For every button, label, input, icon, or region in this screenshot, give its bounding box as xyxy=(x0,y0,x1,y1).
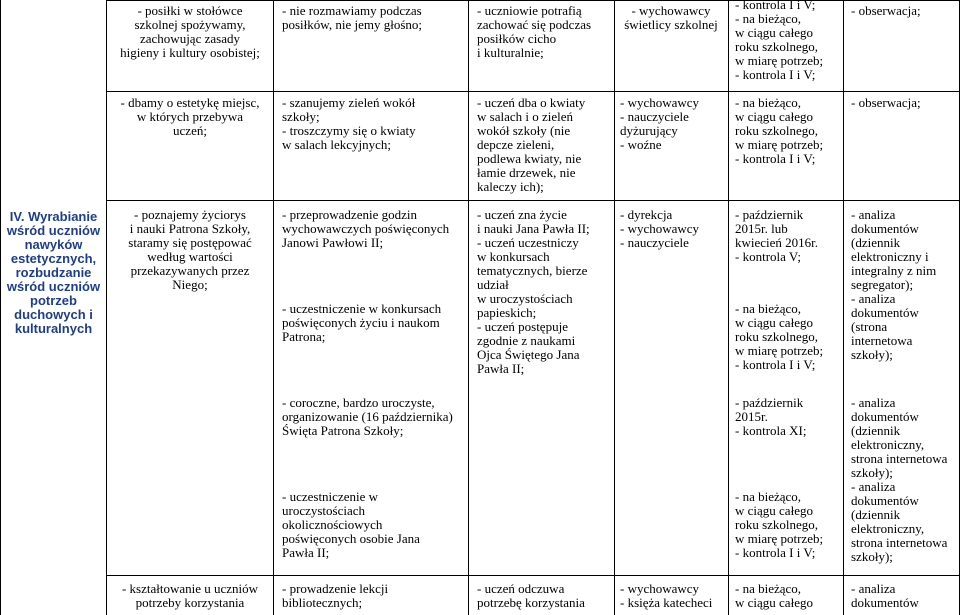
row1-tasks: - nie rozmawiamy podczas posiłków, nie jemy głośno; xyxy=(282,3,422,32)
row4-deadline: - na bieżąco, w ciągu całego xyxy=(735,581,813,610)
row2-tasks: - szanujemy zieleń wokół szkoły; - troszczymy się o kwiaty w salach lekcyjnych; xyxy=(282,95,416,152)
row4-effects: - uczeń odczuwa potrzebę korzystania xyxy=(477,581,585,610)
row2-responsible: - wychowawcy - nauczyciele dyżurujący - woźne xyxy=(620,95,700,152)
row1-deadline: - kontrola I i V; - na bieżąco, w ciągu całego roku szkolnego, w miarę potrzeb; - kontrola I i V; xyxy=(735,0,824,82)
row2-effects: - uczeń dba o kwiaty w salach i o zieleń wokół szkoły (nie depcze zieleni, podlewa kwiaty, nie łamie drzewek, nie kaleczy ich); xyxy=(477,95,586,194)
row-divider xyxy=(106,200,960,201)
row3-responsible: - dyrekcja - wychowawcy - nauczyciele xyxy=(620,207,700,250)
column-divider xyxy=(468,0,469,615)
column-divider xyxy=(843,0,844,615)
row3-deadline-4: - na bieżąco, w ciągu całego roku szkolnego, w miarę potrzeb; - kontrola I i V; xyxy=(735,489,824,560)
column-divider xyxy=(728,0,729,615)
row4-responsible: - wychowawcy - księża katecheci xyxy=(620,581,713,610)
row3-goal: - poznajemy życiorys i nauki Patrona Szkoły, staramy się postępować według wartości przekazywanych przez Niego; xyxy=(128,207,252,292)
row1-effects: - uczniowie potrafią zachować się podczas posiłków cicho i kulturalnie; xyxy=(477,3,592,60)
row1-goal: - posiłki w stołówce szkolnej spożywamy, zachowując zasady higieny i kultury osobistej; xyxy=(120,3,260,60)
row2-deadline: - na bieżąco, w ciągu całego roku szkolnego, w miarę potrzeb; - kontrola I i V; xyxy=(735,95,824,166)
table-border-left xyxy=(0,0,1,615)
column-divider xyxy=(273,0,274,615)
row2-evaluation: - obserwacja; xyxy=(851,95,921,110)
column-divider xyxy=(106,0,107,615)
row2-goal: - dbamy o estetykę miejsc, w których przebywa uczeń; xyxy=(120,95,260,138)
row3-deadline-2: - na bieżąco, w ciągu całego roku szkolnego, w miarę potrzeb; - kontrola I i V; xyxy=(735,301,824,372)
row3-task-3: - coroczne, bardzo uroczyste, organizowanie (16 października) Święta Patrona Szkoły; xyxy=(282,395,453,438)
row1-responsible: - wychowawcy świetlicy szkolnej xyxy=(624,3,718,32)
row3-deadline-3: - październik 2015r. - kontrola XI; xyxy=(735,395,807,438)
row3-evaluation-1: - analiza dokumentów (dziennik elektroniczny i integralny z nim segregator); - analiza dokumentów (strona internetowa szkoły); xyxy=(851,207,937,362)
row-divider xyxy=(106,575,960,576)
row3-task-1: - przeprowadzenie godzin wychowawczych poświęconych Janowi Pawłowi II; xyxy=(282,207,450,250)
row4-goal: - kształtowanie u uczniów potrzeby korzystania xyxy=(121,581,259,610)
row-divider xyxy=(106,91,960,92)
row3-evaluation-2: - analiza dokumentów (dziennik elektroniczny, strona internetowa szkoły); - analiza dokumentów (dziennik elektroniczny, strona internetowa szkoły); xyxy=(851,395,948,564)
row4-tasks: - prowadzenie lekcji bibliotecznych; xyxy=(282,581,389,610)
row3-task-4: - uczestniczenie w uroczystościach okolicznościowych poświęconych osobie Jana Pawła II; xyxy=(282,489,420,560)
section-heading: IV. Wyrabianie wśród uczniów nawyków estetycznych, rozbudzanie wśród uczniów potrzeb duchowych i kulturalnych xyxy=(6,209,101,336)
row3-task-2: - uczestniczenie w konkursach poświęconych życiu i naukom Patrona; xyxy=(282,301,442,344)
row1-evaluation: - obserwacja; xyxy=(851,3,921,18)
row4-evaluation: - analiza dokumentów xyxy=(851,581,919,610)
column-divider xyxy=(614,0,615,615)
row3-deadline-1: - październik 2015r. lub kwiecień 2016r. - kontrola V; xyxy=(735,207,819,264)
row3-effects: - uczeń zna życie i nauki Jana Pawła II; - uczeń uczestniczy w konkursach tematycznych, bierze udział w uroczystościach papieskich; - uczeń postępuje zgodnie z naukami Ojca Świętego Jana Pawła II; xyxy=(477,207,590,376)
